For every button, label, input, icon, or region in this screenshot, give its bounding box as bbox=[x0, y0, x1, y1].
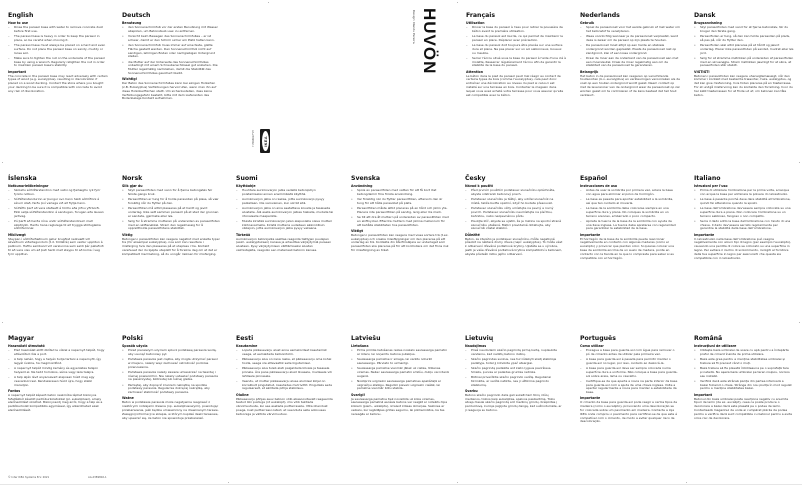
important-note: Het beton in de parasolvoet kan reageren op verschillende houtsoorten (b.v. eucalyptus) en verkleuringen veroorzaken als de voet op een houten ondergrond wordt gezet. Neem contact op met de leverancier van de ondergrond waar de parasolvoet op zal worden gezet om te controleren of de kans bestaat dat het hout verkleurt. bbox=[580, 73, 680, 97]
important-heading: Belangrijk bbox=[580, 69, 599, 74]
section-lietuviu bbox=[465, 335, 563, 413]
list-item: • Baza trebuie să fie plasată întotdeauna pe o suprafață tare și netedă. Nu așeza baza umbrelei pe teren nisipos, noroios sau instabil. bbox=[694, 367, 792, 378]
list-item: • Parasolfoden er tung, så den kan holde parasollen på plads, så pas på, når du flytter den. bbox=[694, 35, 794, 43]
important-heading: Important bbox=[8, 69, 27, 74]
section-polski bbox=[122, 335, 220, 420]
section-magyar bbox=[8, 335, 106, 413]
crop-mark bbox=[228, 482, 229, 483]
language-title: Latviešu bbox=[351, 335, 381, 342]
how-to-use-heading: Notkunarleiðbeiningar bbox=[8, 184, 49, 188]
list-item: • Prima di utilizzare l'ombrellone per la prima volta, sciacqua con acqua la base per eliminare la polvere di calcestruzzo. bbox=[694, 189, 792, 197]
important-note: Beton w podstawie parasola może negatywnie reagować z niektórymi rodzajami drewna (np. eukaliptusowymi), powodując przebarwienia, jeśli będzie umieszczony na drewnianym tarasie. Zasięgnij informacji w sklepie, w którym kupiłeś deski tarasowe, aby upewnić się, że beton nie spowoduje przebarwień. bbox=[122, 400, 219, 420]
language-title: Magyar bbox=[8, 335, 35, 342]
important-note: Aurinkovarjon betonijalka saattaa reagoida tiettyjen puulajien (esim. eukalyptuksen) kanssa ja aiheuttaa värjäytymiä puiseen alustaan. Kysy värjäytymisen välttämiseksi alustan valmistajalta, reagoiko sen materiaali betonin kanssa. bbox=[236, 236, 332, 252]
language-title: Česky bbox=[465, 175, 486, 182]
important-heading: Attention bbox=[466, 69, 484, 74]
how-to-use-heading: Como utilizar bbox=[580, 344, 604, 348]
important-note: Betongen i parasollfoten kan reagere negativt med enkelte typer tre (for eksempel eukalyptus), noe som kan resultere i misfarging hvis den plasseres på et uteplass i tre. Kontakt varehuset der du kjøpte uteplatt for å forsikre deg om at det er kompatibelt med betong, så du unngår risikoen for misfarging. bbox=[122, 236, 220, 256]
crop-mark bbox=[268, 2, 269, 3]
crop-mark bbox=[2, 162, 3, 163]
list-item: • Serra il dado sotto la base dell'ombrellone con l'aiuto di una chiave. Il dado dev'essere serrato regolarmente per garantire la stabilità della base dell'ombrellone. bbox=[694, 220, 792, 231]
list-item: – Huuhtele aurinkovarjon jalka vedellä betonipölyn poistamiseksi ennen ensimmäistä käyttöä. bbox=[236, 189, 334, 197]
language-title: Italiano bbox=[694, 175, 721, 182]
list-item: • Verifică dacă este strânsă piulița din partea inferioară a bazei folosind o cheie. Strânge din nou piulița în mod regulat pentru a menține stabilitatea bazei. bbox=[694, 380, 792, 391]
list-item: – Aprieta la tuerca de la base de la sombrilla con ayuda de una llave inglesa. La tuerca debe apretarse con regularidad para garantizar la estabilidad de la base. bbox=[580, 220, 678, 231]
crop-mark bbox=[686, 482, 687, 483]
important-heading: Importante bbox=[580, 396, 601, 401]
list-item: – A talp alján lévő anyacsavart alaposan húzd meg egy csavarkulccsal. Rendszeresen húzd újra, hogy stabil maradjon. bbox=[8, 376, 106, 387]
how-to-use-heading: How to use bbox=[8, 21, 29, 25]
important-note: Betonen i parasolfoden kan reagere uhensigtsmæssigt, når den kommer i kontakt med bestemte træsorter, f.eks. eukalyptus, og det kan give misfarvning, hvis foden placeres på en træterrasse. For at undgå misfarvning kan du kontakte den forretning, hvor du har købt træterrassen for at finde ud af, om betonen kan tåle beton. bbox=[694, 73, 793, 97]
important-heading: Viktigt bbox=[351, 228, 364, 233]
instruction-list bbox=[580, 349, 678, 395]
instruction-list bbox=[236, 349, 334, 391]
important-note: Betongen i parasollfoten kan reagera med vissa sorters trä (t.ex. eukalyptus) och orsaka missfärgningar om den placeras på ett underlag av trä. Kontakta din återförsäljare av underlaget som parasollfoten ska placeras på för att kontrollera om det finns risk för missfärgning av träet. bbox=[351, 232, 449, 252]
language-title: Lietuvių bbox=[465, 335, 494, 342]
language-title: Português bbox=[580, 335, 616, 342]
how-to-use-heading: Utilisation bbox=[466, 21, 485, 25]
list-item: – Veendu, et mutter päikesevarju aluse alumisel küljel on korralikult pingutatud, kasutades mutrivõtit. Pingutaks seda regulaarselt, et säilitada põhja stabiilsus. bbox=[236, 380, 334, 391]
list-item: – Első használat előtt öblítsd le vízzel a napernyő talpát, hogy eltávolítsd róla a port. bbox=[8, 349, 106, 357]
crop-mark bbox=[799, 162, 800, 163]
page-bottom-divider bbox=[0, 484, 802, 485]
list-item: – Skėčio pagrindas sunkus, nes turi išlaikyti skėtį stabilioje padėtyje, todėl jį kilnokite ypač atsargiai. bbox=[465, 358, 563, 366]
important-heading: Mikilvægt bbox=[8, 232, 26, 237]
instruction-list bbox=[122, 26, 222, 76]
instruction-list bbox=[580, 189, 678, 231]
list-item: • Skyll parasollfoten med vann for å fjerne betongstøv før første gangs bruk. bbox=[122, 189, 220, 197]
list-item: – Sólhlífarstandurinn er þungur svo hann haldi sólhlífinni á sínum stað, farðu því varlega við að flytja hann. bbox=[8, 198, 106, 206]
list-item: – A base para guarda-sol deve ser sempre colocada numa superfície dura e uniforme. Não coloque a base para guarda-sol sobre areia, lama ou cascalho. bbox=[580, 367, 678, 378]
how-to-use-heading: Användning bbox=[351, 184, 373, 188]
section-nederlands bbox=[580, 12, 680, 97]
important-note: Steypan í sólhlífarfætinum getur brugðist neikvætt við ákveðnum viðartegundum (t.d. tröllatré) sem veldur upplitun á pallinum. Hafðu samband við verslunina sem seldi þér pallefnið til að vera viss um að það henti með steypu til að koma í veg fyrir upplitun. bbox=[8, 236, 104, 256]
list-item: – Prieš naudodami skėčio pagrindą pirmą kartą, nuplaukite vandeniu, kad neliktų betono dulkių. bbox=[465, 349, 563, 357]
list-item: – A napernyő talpát mindig kemény és egyenletes talajon helyezd el. Ne tedd homokos, sáros vagy laza talajra. bbox=[8, 367, 106, 375]
list-item: • La base è pesante poiché deve dare stabilità all'ombrellone, quindi fai attenzione quando la sposti. bbox=[694, 198, 792, 206]
list-item: – Spoel de parasolvoet voor het eerste gebruik af met water om het betonstof te verwijderen. bbox=[580, 26, 680, 34]
instruction-list bbox=[236, 189, 334, 231]
how-to-use-heading: Kasutamine bbox=[236, 344, 258, 348]
important-note: Beton, ze kterého je podstavec slunečníku, může negativně působit na některé druhy dřeva (např. eukalyptus). To může vést k odbarvení dřevěné podlahové krytiny. Ujistěte se u výrobce, jestli je vaše dřevěná podlahová krytina kompatibilní s betonem, abyste předešli riziku jejího odbarvení. bbox=[465, 236, 563, 256]
list-item: – Muista kiristää aurinkovarjon jalan alapuolella oleva mutteri kiintoavaimella. Kiristä mutteria uudelleen säännöllisin väliajoin, jotta aurinkovarjon jalka pysyy vakaana. bbox=[236, 220, 334, 231]
list-item: – Podstavec slunečníku vždy umísťujte na pevný a rovný povrch. Podstavec slunečníku neumísťujte na písčitou, bahnitou, nebo nezpevněnou půdu. bbox=[465, 207, 563, 218]
language-title: Deutsch bbox=[122, 12, 151, 19]
list-item: – Podstavec slunečníku je těžký, aby udržel slunečník na místě, takže buďte opatrní, když ho budete přesouvat. bbox=[465, 198, 563, 206]
list-item: – La base du parasol est lourde, ce qui permet de maintenir le parasol en place. Déplacer avec précaution. bbox=[466, 35, 566, 43]
language-title: Nederlands bbox=[580, 12, 620, 19]
list-item: • Spola av parasollfoten med vatten för att få bort löst betongdamm före första användning. bbox=[351, 189, 449, 197]
product-name: HUVÖN bbox=[420, 8, 439, 75]
section-cesky bbox=[465, 175, 563, 257]
list-item: • Parasollfoten er tung for å holde parasollen på plass, så vær forsiktig når du flytter på den. bbox=[122, 198, 220, 206]
list-item: – The parasol base must always be placed on a hard and even surface. Do not place the parasol base on sandy, muddy or loose soil. bbox=[8, 44, 108, 55]
list-item: • Var försiktig när du flyttar parasollfoten, eftersom den är tung för att hålla parasollet på plats. bbox=[351, 198, 449, 206]
list-item: • Podstawa parasola jest ciężka, aby mogła utrzymać parasol w miejscu, należy więc zachować ostrożność podczas przenoszenia. bbox=[122, 358, 220, 369]
section-romana bbox=[694, 335, 792, 420]
list-item: – Loputa päikesevarju alust enne esmakordset kasutamist veega, et eemaldada betoonitolm. bbox=[236, 349, 334, 357]
ikea-logo-text: IKEA bbox=[262, 135, 268, 147]
instruction-list bbox=[466, 26, 566, 68]
important-note: The concrete in the parasol base may react adversely with certain types of wood (e.g. eucalyptus), resulting in discoloration if placed on a wood decking. Contact the store where you bought your decking to be sure it is compatible with concrete to avoid any risk of discoloration. bbox=[8, 73, 108, 93]
language-title: Svenska bbox=[351, 175, 381, 182]
language-title: English bbox=[8, 12, 34, 19]
important-heading: Svarīgi! bbox=[351, 392, 366, 397]
important-note: Le béton dans le pied de parasol peut mal réagir au contact de certains types de bois (comme l'eucalyptus), cela peut donc entraîner une décoloration au niveau du pied si celui-ci est installé sur une terrasse en bois. Contacter le magasin dans lequel vous avez acheté votre terrasse pour vous assurer qu'elle est compatible avec le béton. bbox=[466, 73, 564, 97]
list-item: – La base du parasol doit toujours être placée sur une surface dure et plane. Ne pas placer sur un sol sablonneux, boueux ou meuble. bbox=[466, 44, 566, 55]
language-title: Eesti bbox=[236, 335, 254, 342]
how-to-use-heading: Sposób użycia bbox=[122, 344, 148, 348]
section-deutsch bbox=[122, 12, 222, 101]
list-item: • Sørg for at stramme møtrikken på undersiden af parasolfoden med en skruenøgle. Stram møtrikken jævnligt for at sikre, at parasolfoden står stabilt. bbox=[694, 57, 794, 68]
important-heading: Viktig bbox=[122, 232, 133, 237]
list-item: • Clătește baza umbrelei de soare cu apă pentru a îndepărta praful de ciment înainte de prima utilizare. bbox=[694, 349, 792, 357]
document-code: AA-2389802-1 bbox=[251, 130, 254, 148]
list-item: – Päikesevarju alus tuleb alati paigaldada kõvale ja tasasele pinnale. Ära pane päikesevarju alust liivasele, mudasele või lahtisele pinnasele. bbox=[236, 367, 334, 378]
list-item: • Parasolfoden skal altid placeres på et hårdt og jævnt underlag. Placer ikke parasolfoden på sandet, mudret eller løs jord. bbox=[694, 44, 794, 55]
list-item: • Pirms pirmās lietošanas reizes noskalo saulessarga pamatni ar ūdeni, lai noņemtu betona putekļus. bbox=[351, 349, 449, 357]
list-item: • Pamiętaj, aby dopręcić kluczem nakrętkę na spodzie podstawy parasola. Regularnie dokręcaj nakrętkę, aby zachować stabilność podstawy parasola. bbox=[122, 384, 220, 395]
important-note: Il calcestruzzo nella base dell'ombrellone può reagire negativamente con alcuni tipi di legno (per esempio l'eucalipto), causando una perdita di colore se collocato su una superficie in legno. Per evitare il rischio di scolorimento, rivolgiti al fornitore della tua superficie in legno per assicurarti che questa sia compatibile con il calcestruzzo. bbox=[694, 236, 792, 260]
list-item: • Nostiprini uzgriezni saulessarga pamatnes apakšdaļā ar uzgriežņu atslēgu. Regulāri pievelc uzgriezni ciešāk, lai pamatne vienmēr būtu stabila. bbox=[351, 380, 449, 391]
list-item: • Saulessarga pamatne ir smaga, lai varētu noturēt saulessargu. Pārvieto to uzmanīgi. bbox=[351, 358, 449, 366]
list-item: – Skolaðu sólhlífarstandinn með vatni og fjarlægðu ryk fyrir fyrstu notkun. bbox=[8, 189, 106, 197]
list-item: • Podstawa parasola należy zawsze umieszczać na twardej i równej powierzchni. Nie należy ustawiać podstawy parasola na piaszczystej, błotnistej lub luźnej glebie. bbox=[122, 371, 220, 382]
language-title: Français bbox=[466, 12, 496, 19]
list-item: – Před prvním použitím podstavec slunečníku opláchněte, abyste odstranili betonový prach. bbox=[465, 189, 563, 197]
instruction-list bbox=[351, 189, 449, 227]
list-item: • La base dell'ombrellone dev'essere sempre collocata su una superficie dura e piana. Non collocare l'ombrellone su un terreno sabbioso, fangoso o non compatto. bbox=[694, 207, 792, 218]
list-item: – La base es pesada para aportar estabilidad a la sombrilla, así que ten cuidado al moverla. bbox=[580, 198, 678, 206]
important-heading: Oluline bbox=[236, 392, 249, 397]
list-item: • den Sonnenschirmfuß muss immer auf eine feste, glatte Fläche gestellt werden. Den Sonnenschirmfuß nicht auf sandigen, lehmigen Boden oder nachgiebigen Untergrund stellen. bbox=[122, 44, 222, 59]
language-title: Español bbox=[580, 175, 608, 182]
section-islenska bbox=[8, 175, 106, 257]
important-heading: Svarbu bbox=[465, 388, 478, 393]
list-item: – Pouzijte klíč, abyste se ujistili, že je matice na spodní straně slunečníku utažená. Matici pravidelně dotahujte, aby slunečník zůstal stabilní. bbox=[465, 220, 563, 231]
important-note: Der Beton des Sonnenschirmfußes kann bei einigen Holzarten (z.B. Eukalyptus) Verfärbungen hervorrufen, wenn man ihn auf diese Holzoberflächen stellt. Um sicherzustellen, dass keine Verfärbungsgefahr besteht, bitte mit dem Lieferanten des Bodenbelags Kontakt aufnehmen. bbox=[122, 81, 217, 101]
list-item: • Parasollfoten måste alltid placeras på en hård och jämn yta. Placera inte parasollfoten på sandig, lerig eller lös mark. bbox=[351, 207, 449, 215]
section-eesti bbox=[236, 335, 334, 417]
list-item: – Sólhlífin þarf að vera staðsett á hörðu eða jöfnu yfirborði. Ekki setja sólhlífarstandinn á sandugan, forugan eða lausan jarðveg. bbox=[8, 207, 106, 218]
section-english bbox=[8, 12, 108, 94]
instruction-list bbox=[694, 189, 792, 231]
how-to-use-heading: Slik gjør du bbox=[122, 184, 143, 188]
list-item: • Skyl parasolfoden med vand for at fjerne betonstøv, før du bruger den første gang. bbox=[694, 26, 794, 34]
how-to-use-heading: Návod k použití bbox=[465, 184, 494, 188]
list-item: – Enxague a base para guarda-sol com água para remover o pó de cimento antes de utilizar pela primeira vez. bbox=[580, 349, 678, 357]
list-item: – Make sure to tighten the nut on the underside of the parasol base by using a wrench. Regularly retighten the nut in order to maintain parasol base's stability. bbox=[8, 57, 108, 68]
how-to-use-heading: Használati útmutató bbox=[8, 344, 45, 348]
section-dansk bbox=[694, 12, 794, 97]
how-to-use-heading: Gebruik bbox=[580, 21, 595, 25]
list-item: – Wees voorzichtig wanneer je de parasolvoet verplaatst, want deze is zwaar om de parasol op zijn plaats te houden. bbox=[580, 35, 680, 43]
list-item: – De parasolvoet moet altijd op een harde en stabiele ondergrond worden geplaatst. Plaats de parasolvoet niet op zandgrond, klei of een losse ondergrond. bbox=[580, 44, 680, 55]
list-item: – Aurinkovarjon jalka on aina asetettava kovalle ja tasaiselle alustalle. Älä aseta aurinkovarjon jalkaa hiekalle, mudalle tai irtonaiselle maaperälle. bbox=[236, 207, 334, 218]
section-italiano bbox=[694, 175, 792, 260]
instruction-list bbox=[8, 189, 106, 231]
important-note: El hormigón de la base de la sombrilla puede reaccionar negativamente en contacto con algunas maderas (como el eucalipto) y provocar que pierdan color. Si quieres colocar una base de sombrilla encima de un suelo de madera, ponte en contacto con la tienda en la que lo compraste para saber si es compatible con el hormigón. bbox=[580, 236, 675, 260]
language-title: Dansk bbox=[694, 12, 716, 19]
how-to-use-heading: Naudojimas bbox=[465, 344, 487, 348]
important-note: Betono skėčio pagrindo dalis gali sukelti tam tikrų rūšių medienos, tokios kaip eukaliptas, spalvos pasikeitimą. Tokiu atveju tiesiai skėčio pagrindą ant medinių grindų. Kreipkitės į parduotuvę, kurioje įsigijote grindų dangą, kad sužinotumėte, ar ji reaguoja su betonu. bbox=[465, 392, 562, 412]
ikea-logo-icon bbox=[260, 129, 270, 153]
important-heading: Důležité bbox=[465, 232, 480, 237]
how-to-use-heading: Instrucciones de uso bbox=[580, 184, 618, 188]
important-heading: Importante bbox=[694, 232, 715, 237]
instruction-list bbox=[122, 189, 220, 231]
important-note: Betonul din baza umbrelei poate reacționa negativ cu anumite tipuri de lemn (de ex. eucalipt), ceea ce poate produce o decolorare a bazei dacă este plasată pe o podea de lemn. Contactează magazinul de unde ai cumpărat plăcile de podea pentru a verifica dacă sunt compatibile cu betonul pentru a evita orice risc de decolorare. bbox=[694, 396, 792, 420]
section-espanol bbox=[580, 175, 678, 260]
important-heading: Ważne bbox=[122, 396, 134, 401]
important-heading: Importante bbox=[580, 232, 601, 237]
list-item: – Rinse the parasol base with water to remove concrete dust before first use. bbox=[8, 26, 108, 34]
crop-mark bbox=[799, 322, 800, 323]
instruction-list bbox=[8, 349, 106, 387]
product-title-block bbox=[412, 8, 448, 78]
instruction-list bbox=[465, 189, 563, 231]
section-portugues bbox=[580, 335, 678, 424]
instruction-list bbox=[122, 349, 220, 395]
how-to-use-heading: Brugsanvisning bbox=[694, 21, 722, 25]
list-item: • Sørg for å stramme mutteren på undersiden av parasollfoten med en skiftenøkkel. Stram den regelmessig for å opprettholde parasollfotens stabilitet. bbox=[122, 220, 220, 231]
how-to-use-heading: Lietošana bbox=[351, 344, 369, 348]
list-item: – Aurinkovarjon jalka on raskas, jotta aurinkovarjo pysyy paikallaan. Ole varovainen, kun siirrät sitä. bbox=[236, 198, 334, 206]
important-heading: Important bbox=[694, 392, 713, 397]
list-item: – Þú þarft að herða róna undir sólhlífarstandinum með skiptilykli. Herðu hana reglulega til að tryggja stöðugleika sólhlífarinnar. bbox=[8, 220, 106, 231]
instruction-list bbox=[580, 26, 680, 68]
instruction-list bbox=[694, 26, 794, 68]
copyright-text: © Inter IKEA Systems B.V. 2021 bbox=[8, 476, 50, 479]
section-svenska bbox=[351, 175, 449, 253]
how-to-use-heading: Instrucțiuni de utilizare bbox=[694, 344, 737, 348]
language-title: Suomi bbox=[236, 175, 258, 182]
list-item: • Vorsicht beim Bewegen des Sonnenschirmfußes – er ist schwer, damit er den Schirm sicher am Platz halten kann. bbox=[122, 35, 222, 43]
section-norsk bbox=[122, 175, 220, 257]
list-item: • Parasollfoten må alltid plasseres på et hardt og jevnt underlag. Ikke sett sammen parasoll på et sted der grunnen er sandete, gjørmete eller løs. bbox=[122, 207, 220, 218]
list-item: – Skėčio pagrindą padėkite ant kieto lygaus paviršiaus. Smėlis, purvas ar palaidas gruntas netinka. bbox=[465, 367, 563, 375]
crop-mark bbox=[457, 2, 458, 3]
important-heading: Tärkeää bbox=[236, 232, 251, 237]
list-item: – La base de la sombrilla debe colocarse siempre en una superficie dura y plana. No coloques la sombrilla en un terreno arenoso, embarrado o poco compacto. bbox=[580, 207, 678, 218]
ikea-brand-block bbox=[251, 128, 273, 154]
important-note: Päikesevarju põhjas asuv betoon võib ebasoovitavalt reageerida teatud liiki puiduga (nt eukalüpt), mis võib tekitada värvimuutuste, kui see asetada puitterrassile. Võta ühendust poega, kust puitterrassi ostsid, et veenduda selle sobivuses betooniga ja vältida värvimuutusi. bbox=[236, 396, 333, 416]
important-note: O cimento da base para guarda-sol pode reagir a certos tipos de madeira (como o eucalipto), provocando uma descoloração se for colocada sobre um pavimento em madeira. Contacte a loja IKEA onde comprou o pavimento para certificar-se de que este é compatível com o cimento, de modo a evitar qualquer risco de descoloração. bbox=[580, 400, 678, 424]
section-francais bbox=[466, 12, 566, 97]
section-latviesu bbox=[351, 335, 449, 417]
how-to-use-heading: Käyttöohje bbox=[236, 184, 256, 188]
important-note: A napernyő talpát képező beton reakcióba léphet bizonyos fafajtákból készült padlóburkolatokkal (pl. eukaliptusz), amely elszíneződést okozhat. Bizonyosodj meg arról, hogy a talp és a padlóburkolat kompatibilis egymással, így elkerülheted ezek elszíneződését. bbox=[8, 392, 103, 412]
list-item: – A talp nehéz, hogy a helyén tudja tartani a napernyőt, így legyél óvatos, ha megmozdítod. bbox=[8, 358, 106, 366]
list-item: – The parasol base is heavy in order to keep the parasol in place, so be careful when moving it. bbox=[8, 35, 108, 43]
important-heading: Fontos bbox=[8, 388, 21, 393]
list-item: • Saulessarga pamatne vienmēr jāliek uz cietas, līdzenas virsmas. Nelieс saulessarga pamatni smilšu, dubļu vai irdenā augsnē. bbox=[351, 367, 449, 378]
list-item: – Certifique-se de que aperta a rosca na parte inferior da base para guarda-sol com a ajuda de uma chave inglesa. Volte a apertar regularmente a rosca para manter a estabilidade da base. bbox=[580, 380, 678, 395]
list-item: • den Sonnenschirmfuß vor der ersten Benutzung mit Wasser abspülen, um Betonstaub usw. zu entfernen. bbox=[122, 26, 222, 34]
list-item: – A base para guarda-sol é pesada para permitir manter o guarda-sol no lugar, por isso, cuidado ao deslocá-la. bbox=[580, 358, 678, 366]
instruction-list bbox=[694, 349, 792, 391]
instruction-list bbox=[8, 26, 108, 68]
document-code-footer: AA-2389802-1 bbox=[88, 476, 107, 479]
list-item: – Būtinai priveržkite skėčio pagrindo veržlę. Reguliariai tikrinkite, ar veržlė netikta, nes ji užtikrina pagrindo stabilumą. bbox=[465, 376, 563, 387]
list-item: – Serrer l'écrou situé sous la base du parasol à l'aide d'une clé à molette. Resserrer régulièrement l'écrou afin de garantir la stabilité de la base du parasol. bbox=[466, 57, 566, 68]
crop-mark bbox=[2, 322, 3, 323]
language-title: Polski bbox=[122, 335, 143, 342]
designer-credit: Design: Nandu Pereira bbox=[412, 10, 416, 44]
language-title: Norsk bbox=[122, 175, 143, 182]
section-suomi bbox=[236, 175, 334, 253]
instruction-list bbox=[351, 349, 449, 391]
language-title: Íslenska bbox=[8, 175, 37, 182]
how-to-use-heading: Benutzung bbox=[122, 21, 142, 25]
important-note: Ja saulessarga pamatne tiek novietota uz koka virsmas, saulessarga pamatnē esošais betons var reaģēt ar noteiktu tipa kokiem (piem., eikaliptu), izraisot krāsas izmaiņas. Sazinies ar veikalu, kur iegādājies grīdas segumu, lai pārliecinātos, ka tas nereaģēs ar betonu. bbox=[351, 396, 448, 416]
list-item: – Antes de usar la sombrilla por primera vez, aclara la base con agua para eliminar el polvo de hormigón. bbox=[580, 189, 678, 197]
list-item: • Se till att dra åt muttern på undersidan av parasollfoten med en skiftnyckel. Efterdra muttern med jämna mellanrum för att behålla stabiliteten hos parasollfoten. bbox=[351, 216, 449, 227]
list-item: • die Mutter auf der Unterseite des Sonnenschirmfußes unbedingt mit einem Schraubenschlüssel gut anziehen. Die Mutter regelmäßig nachziehen, damit die Stabilität des Sonnenschirmfußes gesichert bleibt. bbox=[122, 61, 222, 76]
crop-mark bbox=[457, 482, 458, 483]
how-to-use-heading: Istruzioni per l'uso bbox=[694, 184, 728, 188]
instruction-list bbox=[465, 349, 563, 387]
list-item: • Przed pierwszym użyciem spłucz podstawę parasola wodą, aby usunąć betonowy pył. bbox=[122, 349, 220, 357]
list-item: – Draai de moer aan de onderkant van de parasolvoet aan met een moersleutel. Draai de moer regelmatig aan om de stabiliteit van de parasolvoet te garanderen. bbox=[580, 57, 680, 68]
important-heading: Wichtig! bbox=[122, 77, 138, 82]
list-item: – Rincer la base du parasol à l'eau pour retirer la poussière de béton avant la première utilisation. bbox=[466, 26, 566, 34]
list-item: • Baza este grea pentru a menține stabilitatea umbrelei și trebuie să fii precaut când o muți. bbox=[694, 358, 792, 366]
important-heading: VIGTIGT! bbox=[694, 69, 710, 74]
language-title: Română bbox=[694, 335, 723, 342]
list-item: – Päikesevarju alus on üsna raske, et päikesevarju oma kohal hoida, seega ole ettevaatlik selle liigutamisel. bbox=[236, 358, 334, 366]
